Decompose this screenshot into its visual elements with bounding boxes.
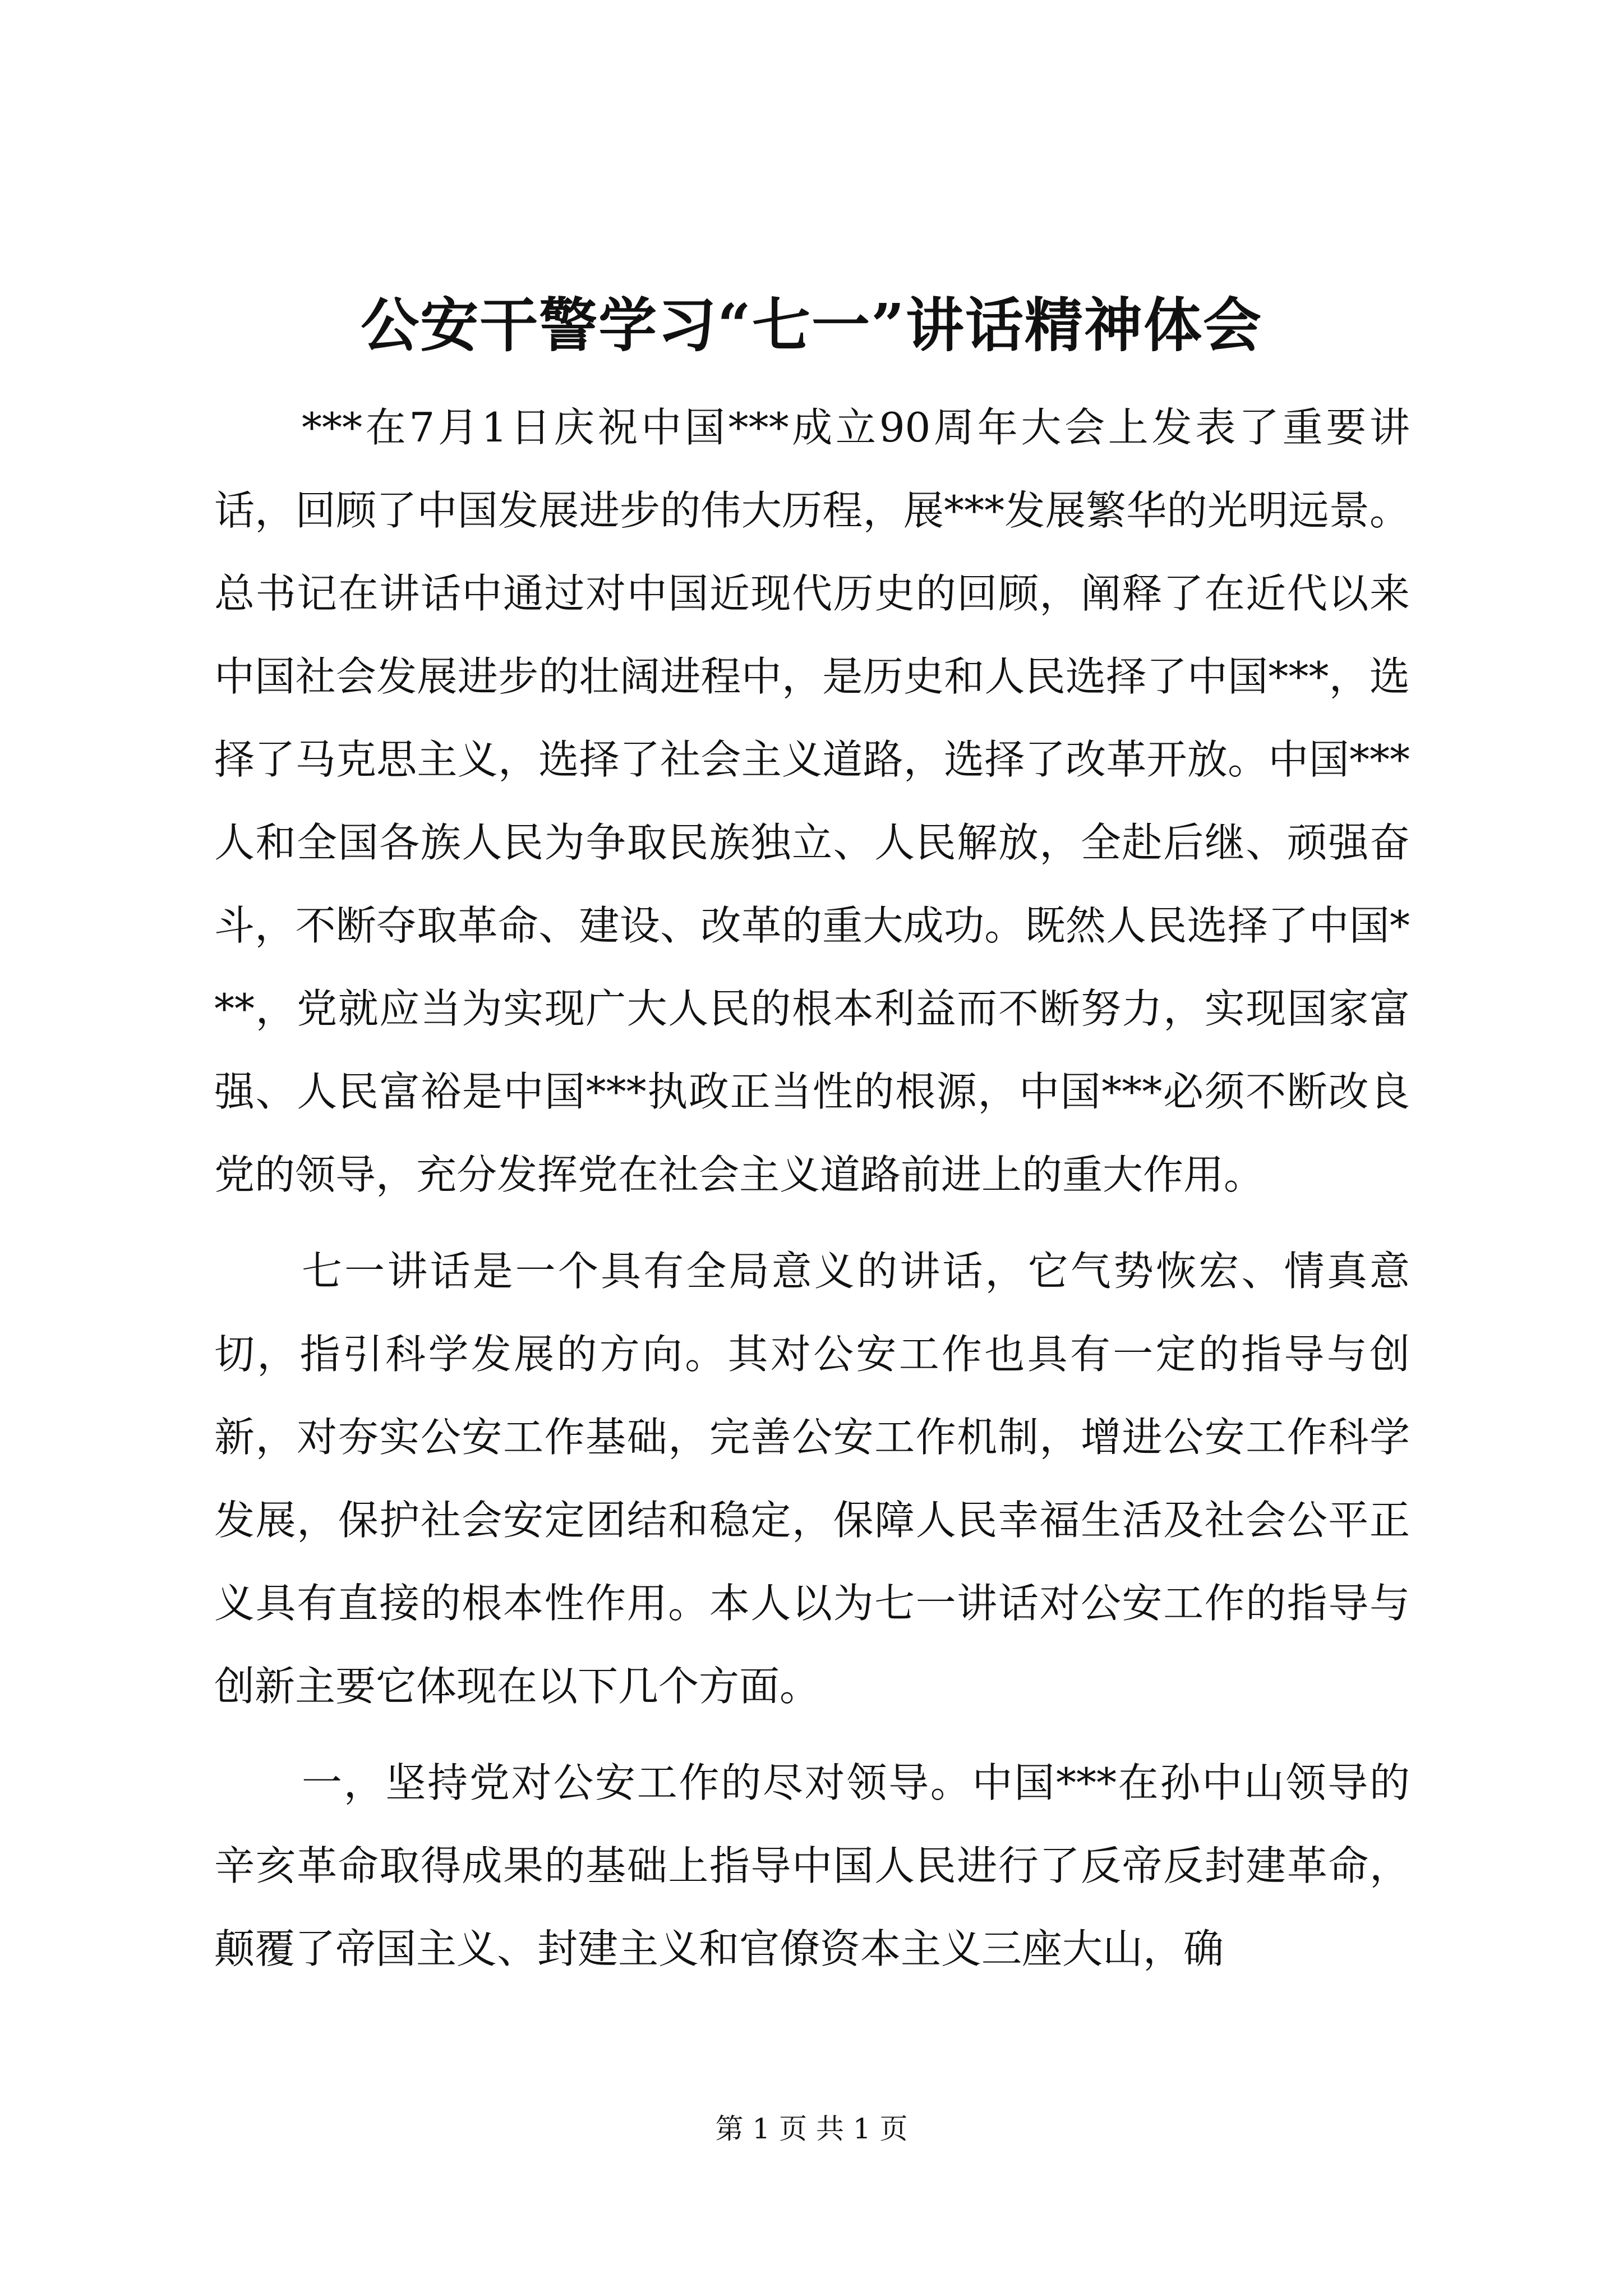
document-body [214, 386, 1410, 2004]
document-title: 公安干警学习“七一”讲话精神体会 [361, 291, 1262, 360]
paragraph-3: 一，坚持党对公安工作的尽对领导。中国***在孙中山领导的辛亥革命取得成果的基础上指导中国人民进行了反帝反封建革命，颠覆了帝国主义、封建主义和官僚资本主义三座大山，确 [214, 1759, 1410, 1972]
paragraph-1: ***在7月1日庆祝中国***成立90周年大会上发表了重要讲话，回顾了中国发展进步的伟大历程，展***发展繁华的光明远景。总书记在讲话中通过对中国近现代历史的回顾，阐释了在近代以来中国社会发展进步的壮阔进程中，是历史和人民选择了中国***，选择了马克思主义，选择了社会主义道路，选择了改革开放。中国***人和全国各族人民为争取民族独立、人民解放，全赴后继、顽强奋斗，不断夺取革命、建设、改革的重大成功。既然人民选择了中国***，党就应当为实现广大人民的根本利益而不断努力，实现国家富强、人民富裕是中国***执政正当性的根源，中国***必须不断改良党的领导，充分发挥党在社会主义道路前进上的重大作用。 [214, 404, 1410, 1198]
paragraph-2: 七一讲话是一个具有全局意义的讲话，它气势恢宏、情真意切，指引科学发展的方向。其对公安工作也具有一定的指导与创新，对夯实公安工作基础，完善公安工作机制，增进公安工作科学发展，保护社会安定团结和稳定，保障人民幸福生活及社会公平正义具有直接的根本性作用。本人以为七一讲话对公安工作的指导与创新主要它体现在以下几个方面。 [214, 1248, 1410, 1710]
page-footer: 第 1 页 共 1 页 [715, 2113, 908, 2145]
